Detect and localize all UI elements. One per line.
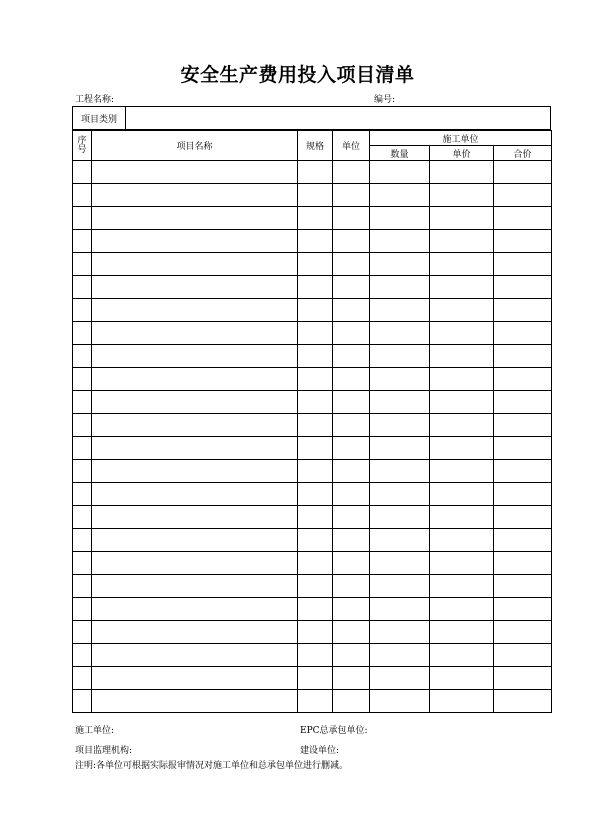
table-row xyxy=(73,552,552,575)
cell-total[interactable] xyxy=(494,184,552,207)
cell-item[interactable] xyxy=(92,184,298,207)
cell-spec[interactable] xyxy=(298,184,333,207)
cell-item[interactable] xyxy=(92,368,298,391)
cell-spec[interactable] xyxy=(298,161,333,184)
cell-item[interactable] xyxy=(92,621,298,644)
cell-seq[interactable] xyxy=(73,299,92,322)
table-body xyxy=(73,161,552,713)
cell-seq[interactable] xyxy=(73,345,92,368)
cell-item[interactable] xyxy=(92,552,298,575)
cell-price[interactable] xyxy=(430,414,494,437)
cell-price[interactable] xyxy=(430,529,494,552)
cell-price[interactable] xyxy=(430,207,494,230)
cell-spec[interactable] xyxy=(298,644,333,667)
table-row xyxy=(73,161,552,184)
cell-price[interactable] xyxy=(430,230,494,253)
cell-qty[interactable] xyxy=(370,690,430,713)
cell-unit[interactable] xyxy=(333,575,370,598)
cell-total[interactable] xyxy=(494,299,552,322)
cell-qty[interactable] xyxy=(370,230,430,253)
cell-spec[interactable] xyxy=(298,621,333,644)
cell-spec[interactable] xyxy=(298,299,333,322)
cell-price[interactable] xyxy=(430,575,494,598)
contractor-signature-label: 施工单位: xyxy=(75,726,115,736)
cell-qty[interactable] xyxy=(370,529,430,552)
cell-qty[interactable] xyxy=(370,391,430,414)
cell-seq[interactable] xyxy=(73,207,92,230)
table-row xyxy=(73,184,552,207)
table-row xyxy=(73,230,552,253)
table-row xyxy=(73,276,552,299)
table-row xyxy=(73,529,552,552)
project-name-label: 工程名称: xyxy=(75,95,115,105)
cell-unit[interactable] xyxy=(333,483,370,506)
cell-unit[interactable] xyxy=(333,529,370,552)
cell-item[interactable] xyxy=(92,253,298,276)
cell-price[interactable] xyxy=(430,621,494,644)
cell-qty[interactable] xyxy=(370,276,430,299)
cell-unit[interactable] xyxy=(333,621,370,644)
cell-qty[interactable] xyxy=(370,253,430,276)
cell-seq[interactable] xyxy=(73,322,92,345)
cell-seq[interactable] xyxy=(73,253,92,276)
cell-spec[interactable] xyxy=(298,368,333,391)
cell-item[interactable] xyxy=(92,299,298,322)
cell-spec[interactable] xyxy=(298,207,333,230)
cell-unit[interactable] xyxy=(333,276,370,299)
cell-price[interactable] xyxy=(430,299,494,322)
cell-spec[interactable] xyxy=(298,253,333,276)
cell-total[interactable] xyxy=(494,483,552,506)
table-row xyxy=(73,575,552,598)
cell-qty[interactable] xyxy=(370,621,430,644)
items-table xyxy=(72,130,552,713)
cell-item[interactable] xyxy=(92,437,298,460)
cell-qty[interactable] xyxy=(370,414,430,437)
cell-seq[interactable] xyxy=(73,276,92,299)
cell-price[interactable] xyxy=(430,161,494,184)
cell-item[interactable] xyxy=(92,667,298,690)
cell-seq[interactable] xyxy=(73,368,92,391)
table-row xyxy=(73,207,552,230)
table-row xyxy=(73,460,552,483)
cell-price[interactable] xyxy=(430,506,494,529)
document-number-label: 编号: xyxy=(374,95,396,105)
cell-qty[interactable] xyxy=(370,483,430,506)
cell-unit[interactable] xyxy=(333,184,370,207)
cell-total[interactable] xyxy=(494,230,552,253)
cell-item[interactable] xyxy=(92,161,298,184)
cell-unit[interactable] xyxy=(333,230,370,253)
cell-item[interactable] xyxy=(92,506,298,529)
cell-spec[interactable] xyxy=(298,276,333,299)
cell-total[interactable] xyxy=(494,621,552,644)
cell-price[interactable] xyxy=(430,460,494,483)
cell-price[interactable] xyxy=(430,552,494,575)
table-row xyxy=(73,253,552,276)
cell-price[interactable] xyxy=(430,345,494,368)
cell-qty[interactable] xyxy=(370,667,430,690)
cell-unit[interactable] xyxy=(333,667,370,690)
cell-spec[interactable] xyxy=(298,414,333,437)
cell-item[interactable] xyxy=(92,483,298,506)
cell-total[interactable] xyxy=(494,460,552,483)
cell-spec[interactable] xyxy=(298,230,333,253)
cell-item[interactable] xyxy=(92,345,298,368)
cell-seq[interactable] xyxy=(73,184,92,207)
cell-spec[interactable] xyxy=(298,437,333,460)
cell-spec[interactable] xyxy=(298,483,333,506)
cell-seq[interactable] xyxy=(73,483,92,506)
cell-item[interactable] xyxy=(92,322,298,345)
cell-total[interactable] xyxy=(494,161,552,184)
table-row xyxy=(73,368,552,391)
cell-seq[interactable] xyxy=(73,230,92,253)
cell-price[interactable] xyxy=(430,644,494,667)
cell-unit[interactable] xyxy=(333,207,370,230)
cell-total[interactable] xyxy=(494,322,552,345)
cell-spec[interactable] xyxy=(298,345,333,368)
cell-total[interactable] xyxy=(494,690,552,713)
cell-spec[interactable] xyxy=(298,690,333,713)
owner-signature-label: 建设单位: xyxy=(300,746,340,756)
cell-item[interactable] xyxy=(92,230,298,253)
table-row xyxy=(73,644,552,667)
header-quantity: 数量 xyxy=(370,146,430,161)
cell-spec[interactable] xyxy=(298,506,333,529)
cell-item[interactable] xyxy=(92,529,298,552)
cell-price[interactable] xyxy=(430,322,494,345)
cell-total[interactable] xyxy=(494,276,552,299)
cell-seq[interactable] xyxy=(73,575,92,598)
cell-seq[interactable] xyxy=(73,690,92,713)
cell-price[interactable] xyxy=(430,253,494,276)
table-row xyxy=(73,437,552,460)
cell-spec[interactable] xyxy=(298,552,333,575)
cell-item[interactable] xyxy=(92,414,298,437)
cell-unit[interactable] xyxy=(333,253,370,276)
cell-qty[interactable] xyxy=(370,506,430,529)
cell-unit[interactable] xyxy=(333,552,370,575)
cell-item[interactable] xyxy=(92,598,298,621)
cell-spec[interactable] xyxy=(298,598,333,621)
cell-item[interactable] xyxy=(92,391,298,414)
cell-total[interactable] xyxy=(494,644,552,667)
cell-total[interactable] xyxy=(494,598,552,621)
cell-total[interactable] xyxy=(494,368,552,391)
table-row xyxy=(73,690,552,713)
cell-total[interactable] xyxy=(494,345,552,368)
cell-qty[interactable] xyxy=(370,460,430,483)
category-table xyxy=(72,106,551,130)
cell-qty[interactable] xyxy=(370,575,430,598)
table-row xyxy=(73,322,552,345)
cell-price[interactable] xyxy=(430,598,494,621)
cell-total[interactable] xyxy=(494,529,552,552)
table-row xyxy=(73,483,552,506)
cell-spec[interactable] xyxy=(298,391,333,414)
cell-spec[interactable] xyxy=(298,460,333,483)
cell-total[interactable] xyxy=(494,506,552,529)
header-unit: 单位 xyxy=(333,131,370,161)
cell-item[interactable] xyxy=(92,276,298,299)
cell-qty[interactable] xyxy=(370,552,430,575)
header-item-name: 项目名称 xyxy=(92,131,298,161)
cell-price[interactable] xyxy=(430,690,494,713)
cell-unit[interactable] xyxy=(333,460,370,483)
cell-seq[interactable] xyxy=(73,644,92,667)
cell-unit[interactable] xyxy=(333,299,370,322)
cell-qty[interactable] xyxy=(370,322,430,345)
cell-unit[interactable] xyxy=(333,437,370,460)
cell-total[interactable] xyxy=(494,575,552,598)
table-row xyxy=(73,621,552,644)
category-label: 项目类别 xyxy=(73,107,126,130)
cell-qty[interactable] xyxy=(370,437,430,460)
header-contractor-group: 施工单位 xyxy=(370,131,552,146)
cell-item[interactable] xyxy=(92,575,298,598)
cell-qty[interactable] xyxy=(370,598,430,621)
cell-unit[interactable] xyxy=(333,506,370,529)
cell-price[interactable] xyxy=(430,184,494,207)
cell-total[interactable] xyxy=(494,207,552,230)
cell-seq[interactable] xyxy=(73,437,92,460)
cell-unit[interactable] xyxy=(333,644,370,667)
cell-seq[interactable] xyxy=(73,667,92,690)
cell-qty[interactable] xyxy=(370,299,430,322)
cell-total[interactable] xyxy=(494,552,552,575)
cell-qty[interactable] xyxy=(370,207,430,230)
cell-qty[interactable] xyxy=(370,644,430,667)
cell-spec[interactable] xyxy=(298,667,333,690)
header-seq: 序号 xyxy=(73,131,92,161)
cell-qty[interactable] xyxy=(370,184,430,207)
cell-price[interactable] xyxy=(430,276,494,299)
cell-item[interactable] xyxy=(92,207,298,230)
table-row xyxy=(73,414,552,437)
footnote: 注明:各单位可根据实际报审情况对施工单位和总承包单位进行删减。 xyxy=(75,761,349,771)
supervisor-signature-label: 项目监理机构: xyxy=(75,746,133,756)
cell-total[interactable] xyxy=(494,667,552,690)
cell-seq[interactable] xyxy=(73,529,92,552)
cell-seq[interactable] xyxy=(73,460,92,483)
cell-seq[interactable] xyxy=(73,506,92,529)
table-row xyxy=(73,345,552,368)
cell-price[interactable] xyxy=(430,391,494,414)
cell-seq[interactable] xyxy=(73,552,92,575)
header-spec: 规格 xyxy=(298,131,333,161)
cell-spec[interactable] xyxy=(298,529,333,552)
cell-seq[interactable] xyxy=(73,598,92,621)
page-title: 安全生产费用投入项目清单 xyxy=(180,64,415,86)
cell-total[interactable] xyxy=(494,437,552,460)
cell-item[interactable] xyxy=(92,460,298,483)
cell-seq[interactable] xyxy=(73,161,92,184)
cell-seq[interactable] xyxy=(73,391,92,414)
cell-qty[interactable] xyxy=(370,368,430,391)
cell-unit[interactable] xyxy=(333,690,370,713)
cell-unit[interactable] xyxy=(333,345,370,368)
cell-seq[interactable] xyxy=(73,621,92,644)
epc-signature-label: EPC总承包单位: xyxy=(300,726,368,736)
cell-spec[interactable] xyxy=(298,322,333,345)
cell-qty[interactable] xyxy=(370,345,430,368)
cell-item[interactable] xyxy=(92,690,298,713)
cell-unit[interactable] xyxy=(333,598,370,621)
cell-unit[interactable] xyxy=(333,368,370,391)
table-row xyxy=(73,667,552,690)
cell-price[interactable] xyxy=(430,437,494,460)
cell-unit[interactable] xyxy=(333,161,370,184)
category-field[interactable] xyxy=(126,107,551,130)
cell-price[interactable] xyxy=(430,483,494,506)
cell-total[interactable] xyxy=(494,391,552,414)
header-unit-price: 单价 xyxy=(430,146,494,161)
cell-spec[interactable] xyxy=(298,575,333,598)
header-total-price: 合价 xyxy=(494,146,552,161)
form-sheet xyxy=(72,106,551,713)
table-row xyxy=(73,506,552,529)
table-row xyxy=(73,598,552,621)
cell-total[interactable] xyxy=(494,414,552,437)
cell-price[interactable] xyxy=(430,368,494,391)
cell-unit[interactable] xyxy=(333,391,370,414)
cell-unit[interactable] xyxy=(333,414,370,437)
cell-item[interactable] xyxy=(92,644,298,667)
table-row xyxy=(73,299,552,322)
cell-seq[interactable] xyxy=(73,414,92,437)
cell-price[interactable] xyxy=(430,667,494,690)
cell-unit[interactable] xyxy=(333,322,370,345)
table-row xyxy=(73,391,552,414)
cell-total[interactable] xyxy=(494,253,552,276)
cell-qty[interactable] xyxy=(370,161,430,184)
